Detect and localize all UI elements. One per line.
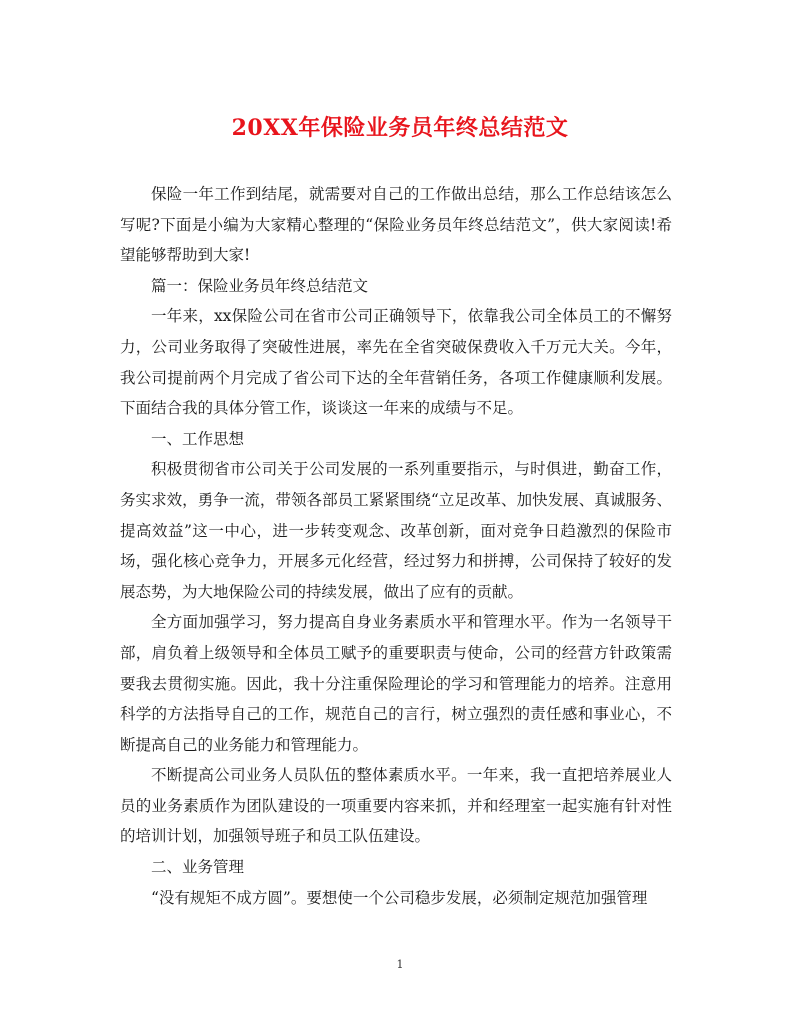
section-heading-business-management: 二、业务管理 [151, 858, 245, 877]
section-heading-work-thought: 一、工作思想 [151, 429, 245, 448]
body-paragraph: 一年来，xx保险公司在省市公司正确领导下，依靠我公司全体员工的不懈努力，公司业务取得了突破性进展，率先在全省突破保费收入千万元大关。今年，我公司提前两个月完成了省公司下达的全年营销任务，各项工作健康顺利发展。下面结合我的具体分管工作，谈谈这一年来的成绩与不足。 [120, 307, 672, 418]
intro-paragraph: 保险一年工作到结尾，就需要对自己的工作做出总结，那么工作总结该怎么写呢?下面是小编为大家精心整理的“保险业务员年终总结范文”，供大家阅读!希望能够帮助到大家! [120, 185, 672, 265]
body-paragraph: “没有规矩不成方圆”。要想使一个公司稳步发展，必须制定规范加强管理 [151, 888, 648, 907]
page-number: 1 [396, 958, 404, 971]
body-paragraph: 积极贯彻省市公司关于公司发展的一系列重要指示，与时俱进，勤奋工作，务实求效，勇争一流，带领各部员工紧紧围绕“立足改革、加快发展、真诚服务、提高效益”这一中心，进一步转变观念、改革创新，面对竞争日趋激烈的保险市场，强化核心竞争力，开展多元化经营，经过努力和拼搏，公司保持了较好的发展态势，为大地保险公司的持续发展，做出了应有的贡献。 [120, 460, 672, 601]
body-paragraph: 不断提高公司业务人员队伍的整体素质水平。一年来，我一直把培养展业人员的业务素质作为团队建设的一项重要内容来抓，并和经理室一起实施有针对性的培训计划，加强领导班子和员工队伍建设。 [120, 766, 672, 846]
document-title: 20XX年保险业务员年终总结范文 [231, 115, 569, 141]
section-heading-part-one: 篇一：保险业务员年终总结范文 [151, 276, 369, 295]
body-paragraph: 全方面加强学习，努力提高自身业务素质水平和管理水平。作为一名领导干部，肩负着上级领导和全体员工赋予的重要职责与使命，公司的经营方针政策需要我去贯彻实施。因此，我十分注重保险理论的学习和管理能力的培养。注意用科学的方法指导自己的工作，规范自己的言行，树立强烈的责任感和事业心，不断提高自己的业务能力和管理能力。 [120, 613, 672, 754]
document-body [120, 179, 672, 913]
